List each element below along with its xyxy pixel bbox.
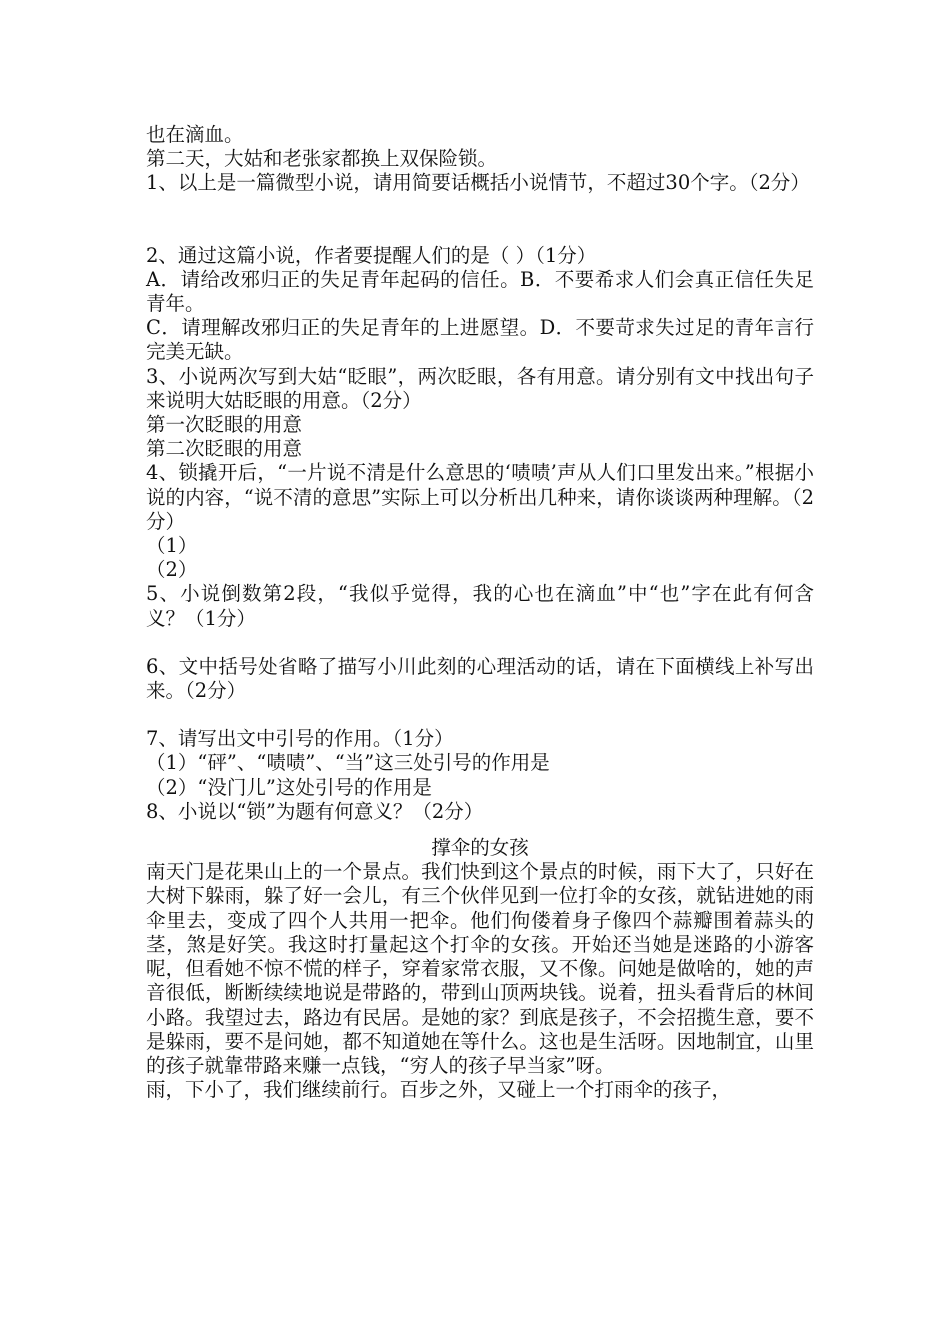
- question-2-options-ab: A．请给改邪归正的失足青年起码的信任。B．不要希求人们会真正信任失足青年。: [146, 267, 814, 316]
- story1-line: 第二天，大姑和老张家都换上双保险锁。: [146, 147, 498, 171]
- question-7: 7、请写出文中引号的作用。（1分）: [146, 727, 454, 751]
- question-2: 2、通过这篇小说，作者要提醒人们的是（ ）（1分）: [146, 243, 597, 267]
- question-4: 4、锁撬开后，“一片说不清是什么意思的‘啧啧’声从人们口里发出来。”根据小说的内容，“说不清的意思”实际上可以分析出几种来，请你谈谈两种理解。（2分）: [146, 461, 814, 533]
- question-3-part-1: 第一次眨眼的用意: [146, 413, 303, 437]
- question-1: 1、以上是一篇微型小说，请用简要话概括小说情节，不超过30个字。（2分）: [146, 171, 810, 195]
- story2-paragraph: 雨，下小了，我们继续前行。百步之外，又碰上一个打雨伞的孩子，: [146, 1078, 732, 1102]
- question-4-part-1: （1）: [146, 534, 198, 558]
- question-5: 5、小说倒数第2段，“我似乎觉得，我的心也在滴血”中“也”字在此有何含义？（1分）: [146, 582, 814, 630]
- answer-space: [146, 631, 814, 655]
- answer-space: [146, 196, 814, 244]
- answer-space: [146, 703, 814, 727]
- question-6: 6、文中括号处省略了描写小川此刻的心理活动的话，请在下面横线上补写出来。（2分）: [146, 654, 814, 703]
- question-7-part-2: （2）“没门儿”这处引号的作用是: [146, 775, 432, 799]
- question-7-part-1: （1）“砰”、“啧啧”、“当”这三处引号的作用是: [146, 751, 550, 775]
- story2-title: 撑伞的女孩: [431, 836, 529, 860]
- story2-paragraph: 南天门是花果山上的一个景点。我们快到这个景点的时候，雨下大了，只好在大树下躲雨，躲了好一会儿，有三个伙伴见到一位打伞的女孩，就钻进她的雨伞里去，变成了四个人共用一把伞。他们佝偻着身子像四个蒜瓣围着蒜头的茎，煞是好笑。我这时打量起这个打伞的女孩。开始还当她是迷路的小游客呢，但看她不惊不慌的样子，穿着家常衣服，又不像。问她是做啥的，她的声音很低，断断续续地说是带路的，带到山顶两块钱。说着，扭头看背后的林间小路。我望过去，路边有民居。是她的家？到底是孩子，不会招揽生意，要不是躲雨，要不是问她，都不知道她在等什么。这也是生活呀。因地制宜，山里的孩子就靠带路来赚一点钱，“穷人的孩子早当家”呀。: [146, 860, 814, 1077]
- question-8: 8、小说以“锁”为题有何意义？（2分）: [146, 799, 484, 823]
- question-4-part-2: （2）: [146, 558, 198, 582]
- question-3: 3、小说两次写到大姑“眨眼”，两次眨眼，各有用意。请分别有文中找出句子来说明大姑眨眼的用意。（2分）: [146, 364, 814, 412]
- document-body: [146, 123, 814, 1102]
- question-3-part-2: 第二次眨眼的用意: [146, 437, 303, 461]
- question-2-options-cd: C．请理解改邪归正的失足青年的上进愿望。D．不要苛求失过足的青年言行完美无缺。: [146, 316, 814, 364]
- story1-line: 也在滴血。: [146, 123, 244, 146]
